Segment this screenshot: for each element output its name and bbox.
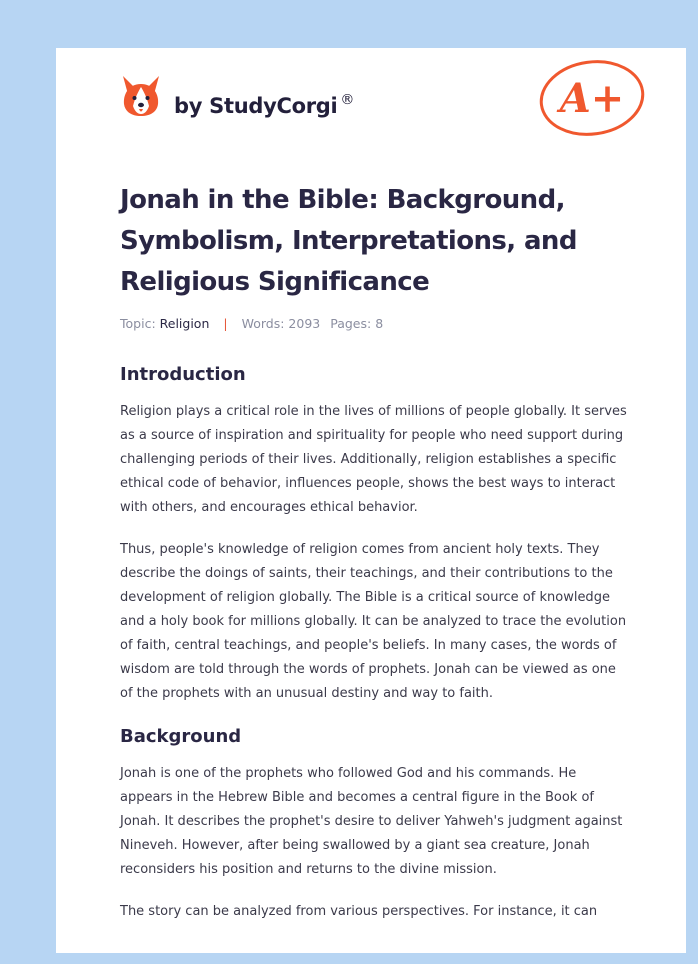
- pages-count: 8: [375, 316, 384, 331]
- section-heading: Background: [120, 726, 242, 747]
- registered-mark: ®: [340, 92, 355, 108]
- article-meta: [120, 316, 632, 334]
- section-introduction: [120, 364, 632, 706]
- grade-text: A+: [559, 75, 625, 122]
- section-background: [120, 726, 632, 924]
- section-heading: Introduction: [120, 364, 246, 385]
- paragraph: Thus, people's knowledge of religion comes from ancient holy texts. They describe the doings of saints, their teachings, and their contributions to the development of religion globally. The Bible is a critical source of knowledge and a holy book for millions globally. It can be analyzed to trace the evolution of faith, central teachings, and people's beliefs. In many cases, the words of wisdom are told through the words of prophets. Jonah can be viewed as one of the prophets with an unusual destiny and way to faith.: [120, 542, 627, 701]
- brand-name[interactable]: [174, 94, 354, 118]
- article: [120, 180, 632, 924]
- corgi-logo-icon: [120, 74, 162, 120]
- words-label: Words:: [241, 316, 285, 331]
- document-page: [56, 48, 686, 953]
- paragraph: Religion plays a critical role in the lives of millions of people globally. It serves as a source of inspiration and spirituality for people who need support during challenging periods of their lives. Additionally, religion establishes a specific ethical code of behavior, influences people, shows the best ways to interact with others, and encourages ethical behavior.: [120, 404, 627, 515]
- topic-link[interactable]: Religion: [159, 316, 210, 331]
- topic-label: Topic:: [120, 316, 156, 331]
- brand-text: by StudyCorgi: [174, 94, 338, 118]
- pages-label: Pages:: [330, 316, 372, 331]
- page-title: Jonah in the Bible: Background, Symbolism, Interpretations, and Religious Significance: [120, 185, 577, 297]
- paragraph: The story can be analyzed from various perspectives. For instance, it can: [120, 904, 598, 919]
- words-count: 2093: [288, 316, 321, 331]
- meta-separator: |: [223, 316, 228, 331]
- paragraph: Jonah is one of the prophets who followed God and his commands. He appears in the Hebrew Bible and becomes a central figure in the Book of Jonah. It describes the prophet's desire to deliver Yahweh's judgment against Nineveh. However, after being swallowed by a giant sea creature, Jonah reconsiders his position and returns to the divine mission.: [120, 766, 623, 877]
- grade-badge-icon: [534, 58, 650, 142]
- header: [56, 48, 686, 158]
